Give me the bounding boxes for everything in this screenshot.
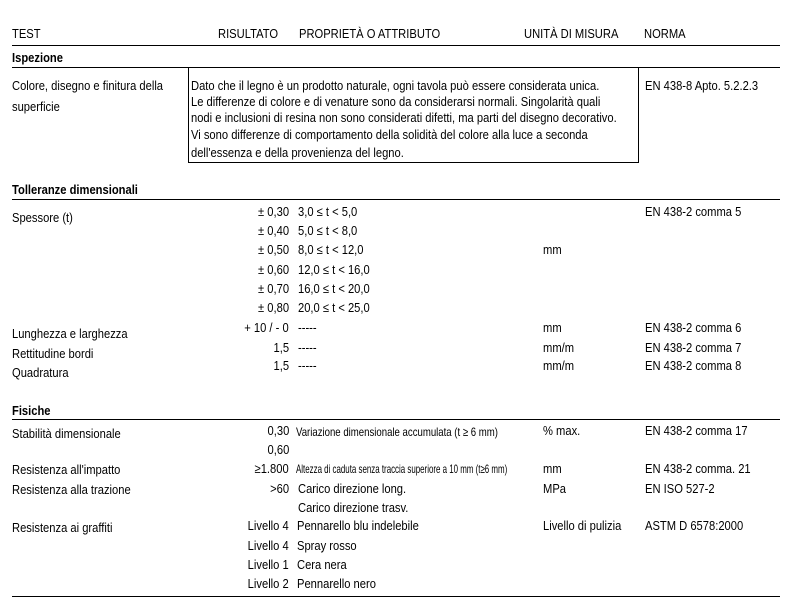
stabilita-unit: % max. — [543, 423, 581, 438]
spessore-unit: mm — [543, 242, 562, 257]
impatto-prop: Altezza di caduta senza traccia superiore a 10 mm (t≥6 mm) — [296, 462, 508, 476]
stabilita-label: Stabilità dimensionale — [12, 426, 121, 441]
graffiti-prop: Pennarello blu indelebile — [297, 518, 419, 533]
section-title-fisiche: Fisiche — [12, 403, 51, 418]
graffiti-unit: Livello di pulizia — [543, 518, 622, 533]
graffiti-risultato: Livello 1 — [247, 557, 289, 572]
spessore-label: Spessore (t) — [12, 210, 73, 225]
spessore-range: 5,0 ≤ t < 8,0 — [298, 223, 358, 238]
rettitudine-label: Rettitudine bordi — [12, 346, 94, 361]
ispezione-norma: EN 438-8 Apto. 5.2.2.3 — [645, 78, 759, 93]
column-divider-right — [638, 68, 639, 162]
section-divider-fisiche — [12, 419, 780, 420]
section-title-ispezione: Ispezione — [12, 50, 63, 65]
spessore-range: 12,0 ≤ t < 16,0 — [298, 262, 370, 277]
graffiti-prop: Cera nera — [297, 557, 347, 572]
spessore-range: 20,0 ≤ t < 25,0 — [298, 300, 370, 315]
quadratura-risultato: 1,5 — [273, 358, 289, 373]
trazione-prop: Carico direzione long. — [298, 481, 407, 496]
ispezione-bottom-rule — [188, 162, 639, 163]
column-divider-left — [188, 68, 189, 162]
spessore-risultato: ± 0,60 — [257, 262, 289, 277]
trazione-label: Resistenza alla trazione — [12, 482, 131, 497]
trazione-risultato: >60 — [270, 481, 289, 496]
rettitudine-unit: mm/m — [543, 340, 575, 355]
spessore-range: 8,0 ≤ t < 12,0 — [298, 242, 364, 257]
rettitudine-risultato: 1,5 — [273, 340, 289, 355]
spessore-norma: EN 438-2 comma 5 — [645, 204, 742, 219]
lunghezza-prop: ----- — [298, 320, 317, 335]
spessore-range: 3,0 ≤ t < 5,0 — [298, 204, 358, 219]
ispezione-test-line2: superficie — [12, 99, 60, 114]
header-unita: UNITÀ DI MISURA — [524, 26, 619, 41]
trazione-norma: EN ISO 527-2 — [645, 481, 715, 496]
ispezione-desc-line: dell'essenza e della provenienza del legno. — [191, 145, 404, 160]
stabilita-risultato: 0,30 — [267, 423, 289, 438]
ispezione-desc-line: nodi e inclusioni di resina non sono considerati difetti, ma parti del disegno decorativo. — [191, 110, 617, 125]
rettitudine-norma: EN 438-2 comma 7 — [645, 340, 742, 355]
impatto-risultato: ≥1.800 — [254, 461, 289, 476]
quadratura-label: Quadratura — [12, 365, 69, 380]
trazione-prop: Carico direzione trasv. — [298, 500, 409, 515]
stabilita-prop: Variazione dimensionale accumulata (t ≥ 6 mm) — [296, 425, 498, 439]
section-divider-tolleranze — [12, 199, 780, 200]
lunghezza-norma: EN 438-2 comma 6 — [645, 320, 742, 335]
header-test: TEST — [12, 26, 41, 41]
quadratura-prop: ----- — [298, 358, 317, 373]
spessore-risultato: ± 0,50 — [257, 242, 289, 257]
spessore-risultato: ± 0,40 — [257, 223, 289, 238]
graffiti-prop: Spray rosso — [297, 538, 357, 553]
section-divider-ispezione — [12, 67, 780, 68]
graffiti-risultato: Livello 2 — [247, 576, 289, 591]
ispezione-desc-line: Dato che il legno è un prodotto naturale, ogni tavola può essere considerata unica. — [191, 78, 600, 93]
stabilita-norma: EN 438-2 comma 17 — [645, 423, 748, 438]
impatto-label: Resistenza all'impatto — [12, 462, 121, 477]
graffiti-risultato: Livello 4 — [247, 538, 289, 553]
graffiti-prop: Pennarello nero — [297, 576, 376, 591]
impatto-norma: EN 438-2 comma. 21 — [645, 461, 751, 476]
ispezione-test-line1: Colore, disegno e finitura della — [12, 78, 164, 93]
lunghezza-unit: mm — [543, 320, 562, 335]
spessore-risultato: ± 0,30 — [257, 204, 289, 219]
quadratura-norma: EN 438-2 comma 8 — [645, 358, 742, 373]
stabilita-risultato: 0,60 — [267, 442, 289, 457]
graffiti-norma: ASTM D 6578:2000 — [645, 518, 744, 533]
header-norma: NORMA — [644, 26, 686, 41]
header-proprieta: PROPRIETÀ O ATTRIBUTO — [299, 26, 441, 41]
quadratura-unit: mm/m — [543, 358, 575, 373]
section-title-tolleranze: Tolleranze dimensionali — [12, 182, 138, 197]
impatto-unit: mm — [543, 461, 562, 476]
ispezione-desc-line: Le differenze di colore e di venature sono da considerarsi normali. Singolarità quali — [191, 94, 601, 109]
spessore-risultato: ± 0,80 — [257, 300, 289, 315]
graffiti-risultato: Livello 4 — [247, 518, 289, 533]
lunghezza-risultato: + 10 / - 0 — [244, 320, 289, 335]
spessore-risultato: ± 0,70 — [257, 281, 289, 296]
graffiti-label: Resistenza ai graffiti — [12, 520, 113, 535]
spessore-range: 16,0 ≤ t < 20,0 — [298, 281, 370, 296]
trazione-unit: MPa — [543, 481, 566, 496]
lunghezza-label: Lunghezza e larghezza — [12, 326, 128, 341]
header-risultato: RISULTATO — [218, 26, 279, 41]
ispezione-desc-line: Vi sono differenze di comportamento della solidità del colore alla luce a seconda — [191, 127, 588, 142]
header-divider — [12, 45, 780, 46]
bottom-rule — [12, 596, 780, 597]
rettitudine-prop: ----- — [298, 340, 317, 355]
